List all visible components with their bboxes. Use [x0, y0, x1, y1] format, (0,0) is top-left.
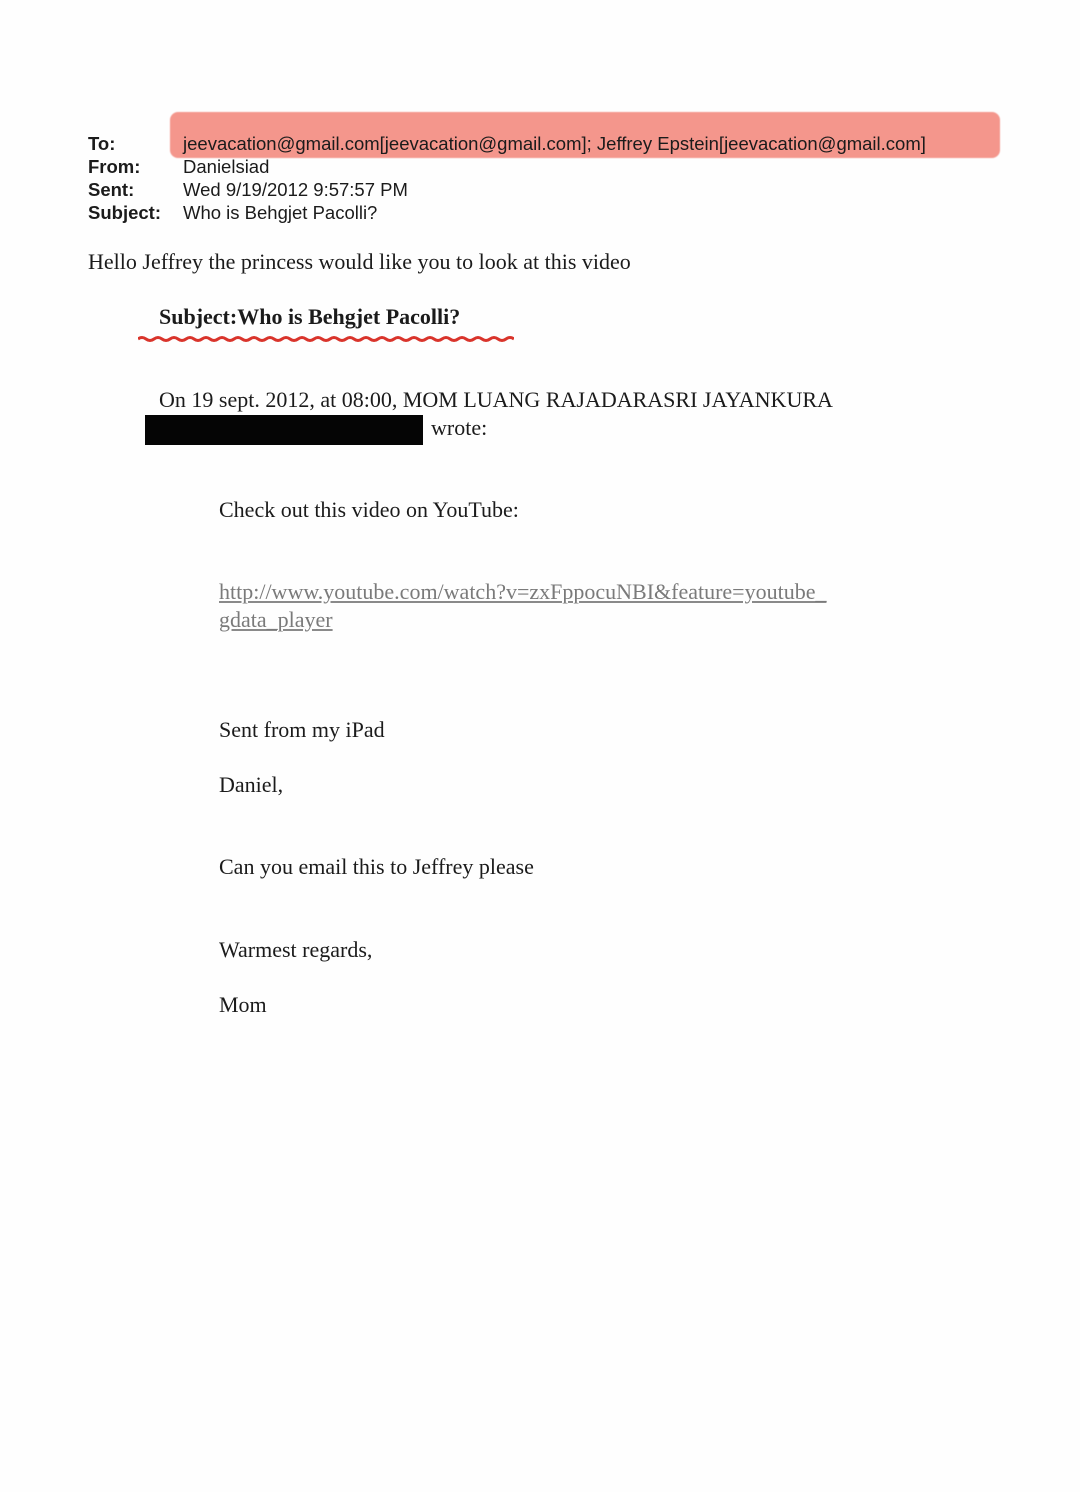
sent-label: Sent:	[88, 179, 135, 200]
closing-text: Warmest regards,	[219, 937, 373, 962]
intro-text: Hello Jeffrey the princess would like you to look at this video	[88, 249, 631, 274]
forwarded-subject: Subject:Who is Behgjet Pacolli?	[159, 304, 461, 329]
from-label: From:	[88, 156, 141, 177]
subject-label: Subject:	[88, 202, 161, 223]
from-value: Danielsiad	[183, 156, 270, 177]
quote-wrote: wrote:	[431, 415, 488, 440]
sent-from-text: Sent from my iPad	[219, 717, 385, 742]
signature-text: Mom	[219, 992, 267, 1017]
youtube-link-line1[interactable]: http://www.youtube.com/watch?v=zxFppocuNBI&feature=youtube_	[219, 579, 827, 604]
red-squiggle-underline	[138, 335, 514, 343]
subject-value: Who is Behgjet Pacolli?	[183, 202, 378, 223]
salutation-text: Daniel,	[219, 772, 284, 797]
to-value: jeevacation@gmail.com[jeevacation@gmail.com]; Jeffrey Epstein[jeevacation@gmail.com]	[183, 133, 926, 154]
sent-value: Wed 9/19/2012 9:57:57 PM	[183, 179, 408, 200]
request-text: Can you email this to Jeffrey please	[219, 854, 534, 879]
check-out-text: Check out this video on YouTube:	[219, 497, 519, 522]
youtube-link-line2[interactable]: gdata_player	[219, 607, 333, 632]
quote-header-line: On 19 sept. 2012, at 08:00, MOM LUANG RAJADARASRI JAYANKURA	[159, 387, 833, 412]
redaction-block	[145, 415, 423, 445]
to-label: To:	[88, 133, 116, 154]
